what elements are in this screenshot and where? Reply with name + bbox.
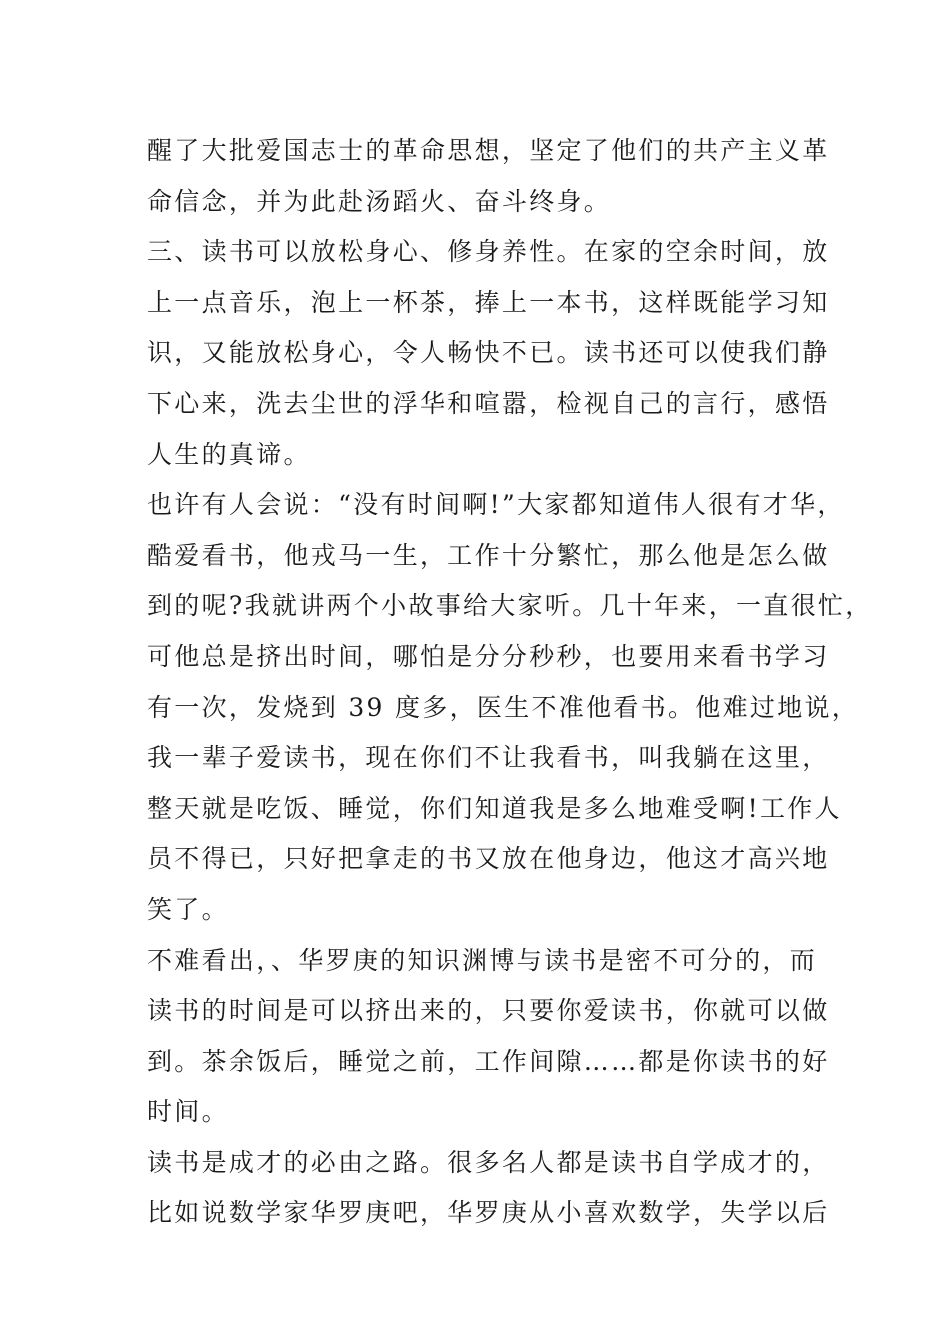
text-line: 识，又能放松身心，令人畅快不已。读书还可以使我们静: [147, 338, 830, 368]
text-line: 可他总是挤出时间，哪怕是分分秒秒，也要用来看书学习: [147, 641, 830, 671]
text-line: 我一辈子爱读书，现在你们不让我看书，叫我躺在这里，: [147, 743, 830, 773]
text-line: 读书的时间是可以挤出来的，只要你爱读书，你就可以做: [147, 996, 830, 1026]
text-line: 员不得已，只好把拿走的书又放在他身边，他这才高兴地: [147, 844, 830, 874]
text-line: 酷爱看书，他戎马一生，工作十分繁忙，那么他是怎么做: [147, 540, 830, 570]
text-line: 也许有人会说：“没有时间啊!”大家都知道伟人很有才华，: [147, 490, 845, 520]
text-line: 比如说数学家华罗庚吧，华罗庚从小喜欢数学，失学以后: [147, 1198, 830, 1228]
document-body: [147, 126, 873, 1239]
text-line: 读书是成才的必由之路。很多名人都是读书自学成才的，: [147, 1147, 830, 1177]
text-line: 不难看出，、华罗庚的知识渊博与读书是密不可分的，而: [147, 945, 818, 975]
text-line: 人生的真谛。: [147, 439, 311, 469]
text-line: 到的呢?我就讲两个小故事给大家听。几十年来，一直很忙，: [147, 591, 873, 621]
text-line: 三、读书可以放松身心、修身养性。在家的空余时间，放: [147, 237, 830, 267]
text-line: 有一次，发烧到 39 度多，医生不准他看书。他难过地说，: [147, 692, 860, 722]
text-line: 上一点音乐，泡上一杯茶，捧上一本书，这样既能学习知: [147, 287, 830, 317]
text-line: 醒了大批爱国志士的革命思想，坚定了他们的共产主义革: [147, 136, 830, 165]
text-line: 下心来，洗去尘世的浮华和喧嚣，检视自己的言行，感悟: [147, 388, 830, 418]
text-line: 整天就是吃饭、睡觉，你们知道我是多么地难受啊!工作人: [147, 793, 842, 823]
text-line: 命信念，并为此赴汤蹈火、奋斗终身。: [147, 186, 612, 216]
text-line: 到。茶余饭后，睡觉之前，工作间隙……都是你读书的好: [147, 1046, 830, 1076]
text-line: 时间。: [147, 1097, 229, 1127]
text-line: 笑了。: [147, 894, 229, 924]
